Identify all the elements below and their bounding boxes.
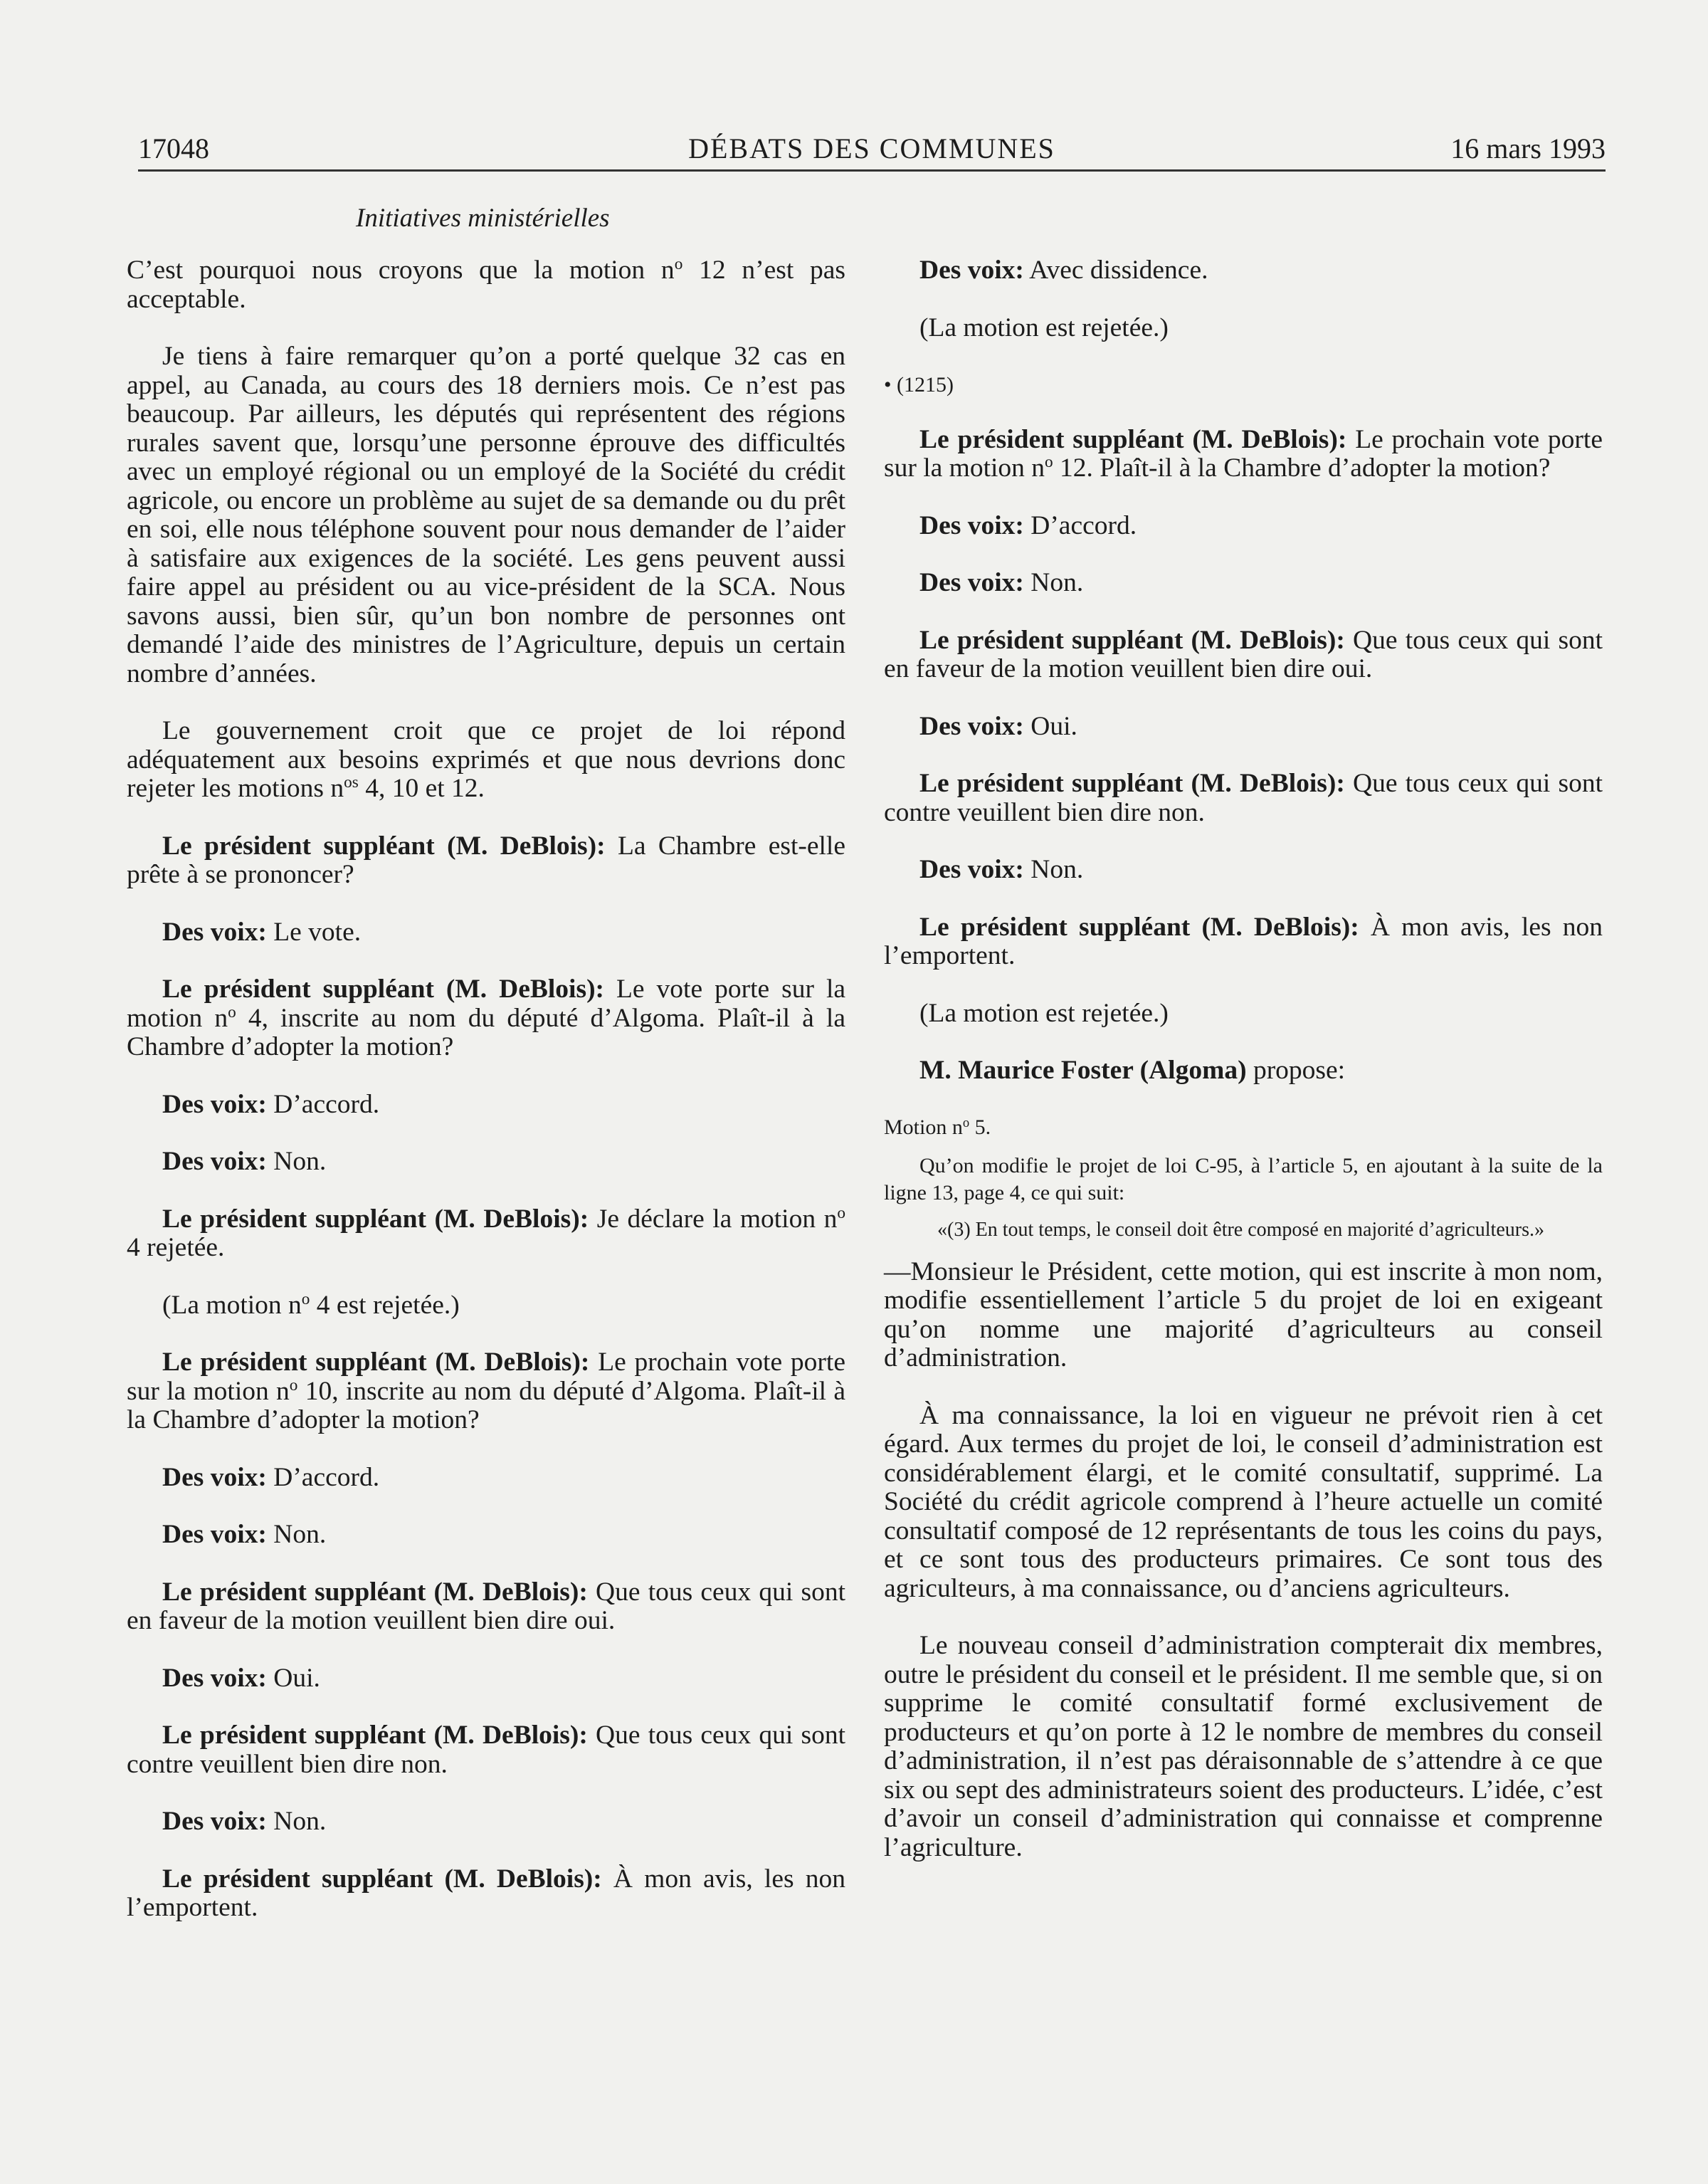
procedural-note: (La motion est rejetée.) [919,313,1169,342]
speech: Des voix: Non. [162,1520,327,1549]
journal-title: DÉBATS DES COMMUNES [688,132,1055,164]
speaker-name: Des voix: [162,1147,267,1176]
timestamp: • (1215) [884,373,954,397]
speech: Des voix: D’accord. [162,1089,380,1119]
right-column [884,256,1603,1891]
paragraph: C’est pourquoi nous croyons que la motion $n^o$ 12 n’est pas acceptable. [127,255,845,314]
speaker-name: Le président suppléant (M. DeBlois): [919,625,1345,655]
speech: Le président suppléant (M. DeBlois): La Chambre est-elle prête à se prononcer? [127,831,845,889]
paragraph: Je tiens à faire remarquer qu’on a porté quelque 32 cas en appel, au Canada, au cours des 18 derniers mois. Ce n’est pas beaucoup. Par ailleurs, les députés qui représentent des régions rurales savent que, lorsqu’une personne éprouve des difficultés avec un employé régional ou un employé de la Société du crédit agricole, ou encore un problème au sujet de sa demande ou du prêt en soi, elle nous téléphone souvent pour nous demander de l’aider à satisfaire aux exigences de la société. Les gens peuvent aussi faire appel au président ou au vice-président de la SCA. Nous savons aussi, bien sûr, qu’un bon nombre de personnes ont demandé l’aide des ministres de l’Agriculture, depuis un certain nombre d’années. [127,342,845,688]
speech: Des voix: Non. [162,1147,327,1176]
speech: Des voix: Oui. [162,1663,320,1693]
speech: Des voix: Avec dissidence. [919,256,1208,285]
paragraph: Le nouveau conseil d’administration compterait dix membres, outre le président du conseil et le président. Il me semble que, si on supprime le comité consultatif formé exclusivement de producteurs et qu’on porte à 12 le nombre de membres du conseil d’administration, il n’est pas déraisonnable de s’attendre à ce que six ou sept des administrateurs soient des producteurs. L’idée, c’est d’avoir un conseil d’administration qui connaisse et comprenne l’agriculture. [884,1631,1603,1862]
speech: Des voix: Non. [919,855,1084,884]
speaker-name: Des voix: [162,1520,267,1549]
speech: M. Maurice Foster (Algoma) propose: [919,1056,1346,1085]
speech: Le président suppléant (M. DeBlois): À mon avis, les non l’emportent. [884,912,1603,970]
speech: Le président suppléant (M. DeBlois): Que tous ceux qui sont en faveur de la motion veuillent bien dire oui. [127,1577,846,1635]
procedural-note: (La motion $n^o$ 4 est rejetée.) [162,1289,460,1320]
speaker-name: Le président suppléant (M. DeBlois): [162,1204,589,1234]
speech: Le président suppléant (M. DeBlois): Le vote porte sur la motion $n^o$ 4, inscrite au nom du député d’Algoma. Plaît-il à la Chambre d’adopter la motion? [127,975,846,1061]
speech: Le président suppléant (M. DeBlois): Que tous ceux qui sont contre veuillent bien dire non. [127,1721,846,1779]
page-number: 17048 [138,132,209,164]
speaker-name: Des voix: [919,568,1024,597]
speaker-name: Des voix: [162,917,267,947]
speaker-name: Le président suppléant (M. DeBlois): [162,1577,588,1607]
speech: Le président suppléant (M. DeBlois): Que tous ceux qui sont contre veuillent bien dire non. [884,769,1603,827]
speaker-name: Des voix: [919,256,1024,285]
speaker-name: Des voix: [919,711,1024,741]
procedural-note: (La motion est rejetée.) [919,998,1169,1028]
motion-label: Motion $n^o$ 5. [884,1115,991,1139]
speech: Le président suppléant (M. DeBlois): Le prochain vote porte sur la motion $n^o$ 12. Plaît-il à la Chambre d’adopter la motion? [884,424,1603,483]
speaker-name: Des voix: [919,510,1024,540]
speech: Le président suppléant (M. DeBlois): Je déclare la motion $n^o$ 4 rejetée. [127,1203,845,1262]
paragraph: Le gouvernement croit que ce projet de loi répond adéquatement aux besoins exprimés et que nous devrions donc rejeter les motions $n^{os}$ 4, 10 et 12. [127,716,845,803]
speech: Des voix: D’accord. [919,510,1137,540]
speaker-name: Le président suppléant (M. DeBlois): [162,975,605,1004]
speech: Des voix: Non. [162,1807,327,1836]
issue-date: 16 mars 1993 [1450,132,1606,164]
speech: Des voix: Oui. [919,711,1077,741]
left-column [127,256,845,1951]
speech: Des voix: Le vote. [162,917,362,947]
speaker-name: Des voix: [162,1663,267,1693]
speaker-name: Le président suppléant (M. DeBlois): [162,1348,590,1377]
section-title: Initiatives ministérielles [356,204,610,233]
speaker-name: M. Maurice Foster (Algoma) [919,1056,1247,1085]
speaker-name: Le président suppléant (M. DeBlois): [919,769,1345,798]
speech: Le président suppléant (M. DeBlois): Le prochain vote porte sur la motion $n^o$ 10, inscrite au nom du député d’Algoma. Plaît-il à la Chambre d’adopter la motion? [127,1348,845,1434]
paragraph: —Monsieur le Président, cette motion, qui est inscrite à mon nom, modifie essentiellement l’article 5 du projet de loi en exigeant qu’on nomme une majorité d’agriculteurs au conseil d’administration. [884,1256,1603,1372]
speaker-name: Des voix: [919,855,1024,884]
speaker-name: Le président suppléant (M. DeBlois): [919,912,1359,942]
speaker-name: Des voix: [162,1462,267,1492]
motion-text: Qu’on modifie le projet de loi C-95, à l’article 5, en ajoutant à la suite de la ligne 13, page 4, ce qui suit: [884,1153,1603,1204]
speech: Des voix: Non. [919,568,1084,597]
page-header [138,128,1606,172]
speaker-name: Le président suppléant (M. DeBlois): [919,424,1347,454]
paragraph: À ma connaissance, la loi en vigueur ne prévoit rien à cet égard. Aux termes du projet de loi, le conseil d’administration est considérablement élargi, et le comité consultatif, supprimé. La Société du crédit agricole comprend à l’heure actuelle un comité consultatif composé de 12 représentants de tous les coins du pays, et ce sont tous des producteurs primaires. Ce sont tous des agriculteurs, à ma connaissance, ou d’anciens agriculteurs. [884,1400,1603,1603]
speaker-name: Des voix: [162,1089,267,1119]
speaker-name: Le président suppléant (M. DeBlois): [162,831,606,861]
speaker-name: Le président suppléant (M. DeBlois): [162,1721,588,1750]
motion-quote: «(3) En tout temps, le conseil doit être composé en majorité d’agriculteurs.» [937,1218,1544,1241]
speaker-name: Des voix: [162,1807,267,1836]
speech: Des voix: D’accord. [162,1462,380,1492]
speech: Le président suppléant (M. DeBlois): À mon avis, les non l’emportent. [127,1864,845,1922]
speaker-name: Le président suppléant (M. DeBlois): [162,1864,602,1894]
speech: Le président suppléant (M. DeBlois): Que tous ceux qui sont en faveur de la motion veuillent bien dire oui. [884,625,1603,683]
